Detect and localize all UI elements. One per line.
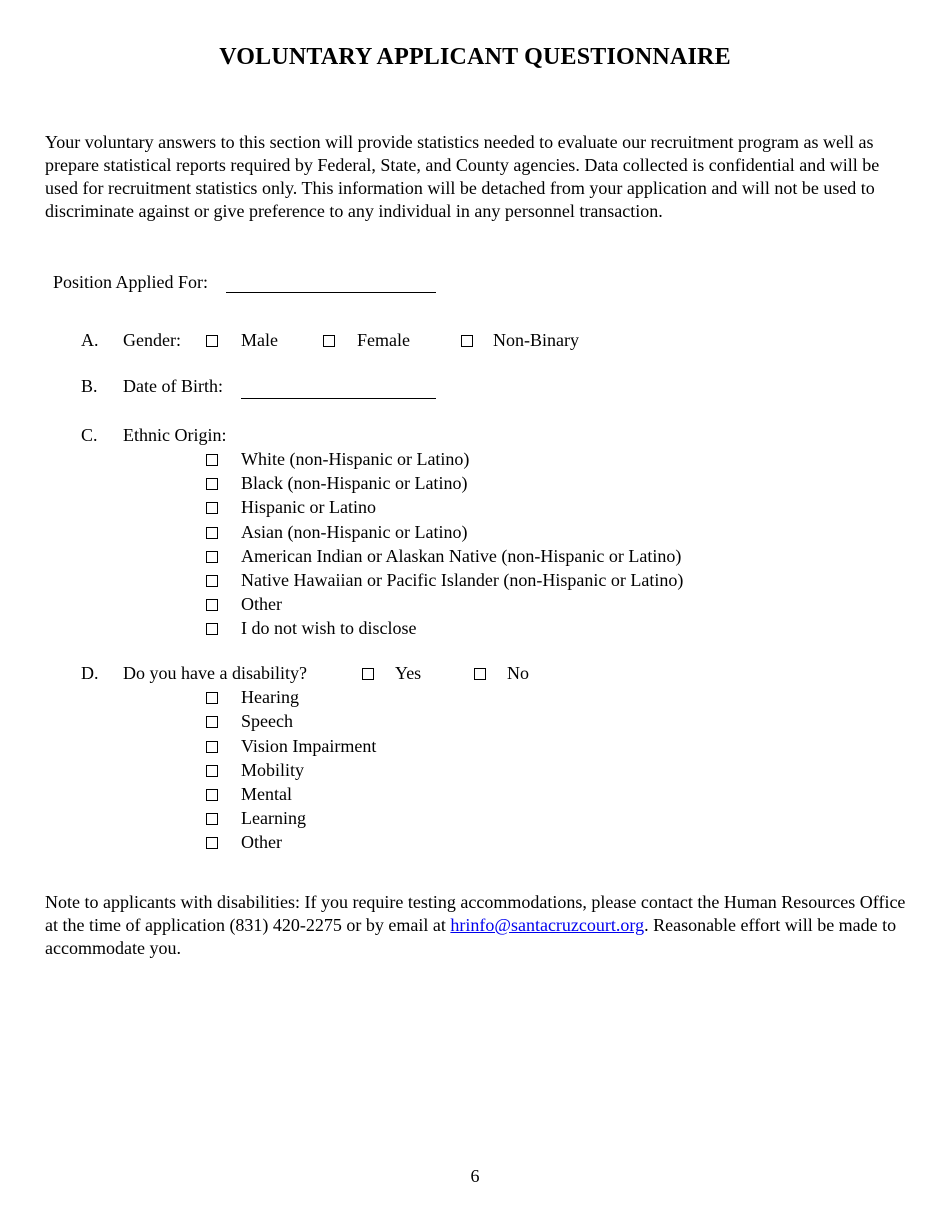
page-number: 6	[470, 1166, 480, 1186]
disability-type-label: Other	[241, 832, 282, 852]
dob-field[interactable]	[241, 375, 436, 397]
ethnic-option-label: Black (non-Hispanic or Latino)	[241, 473, 468, 493]
gender-nonbinary-checkbox[interactable]	[461, 335, 473, 347]
disability-no-label: No	[507, 663, 529, 683]
disability-hearing-checkbox[interactable]	[206, 692, 218, 704]
disability-type-label: Hearing	[241, 687, 299, 707]
ethnic-option-label: American Indian or Alaskan Native (non-Hispanic or Latino)	[241, 546, 682, 566]
dob-label: Date of Birth:	[123, 376, 223, 396]
ethnic-black-checkbox[interactable]	[206, 478, 218, 490]
ethnic-american-indian-checkbox[interactable]	[206, 551, 218, 563]
disability-vision-checkbox[interactable]	[206, 741, 218, 753]
intro-paragraph: Your voluntary answers to this section will provide statistics needed to evaluate our recruitment program as well as prepare statistical reports required by Federal, State, and County agencies. Data collected is confidential and will be used for recruitment statistics only. This information will be detached from your application and will not be used to discriminate against or give preference to any individual in any personnel transaction.	[45, 132, 880, 221]
dob-underline	[241, 398, 436, 399]
ethnic-option-label: Hispanic or Latino	[241, 497, 376, 517]
disability-learning-checkbox[interactable]	[206, 813, 218, 825]
disability-type-label: Vision Impairment	[241, 736, 377, 756]
disability-speech-checkbox[interactable]	[206, 716, 218, 728]
hr-email-link[interactable]: hrinfo@santacruzcourt.org	[450, 915, 645, 935]
gender-female-label: Female	[357, 330, 410, 350]
ethnic-option-label: Other	[241, 594, 282, 614]
gender-male-label: Male	[241, 330, 278, 350]
disability-mental-checkbox[interactable]	[206, 789, 218, 801]
disability-no-checkbox[interactable]	[474, 668, 486, 680]
position-label: Position Applied For:	[53, 272, 209, 292]
dob-letter: B.	[81, 376, 98, 396]
disability-type-label: Mental	[241, 784, 292, 804]
disability-type-label: Speech	[241, 711, 293, 731]
ethnic-native-hawaiian-checkbox[interactable]	[206, 575, 218, 587]
disability-yes-label: Yes	[395, 663, 422, 683]
disability-yes-checkbox[interactable]	[362, 668, 374, 680]
ethnic-option-label: Asian (non-Hispanic or Latino)	[241, 522, 468, 542]
disability-label: Do you have a disability?	[123, 663, 307, 683]
page-title: VOLUNTARY APPLICANT QUESTIONNAIRE	[219, 44, 731, 70]
gender-nonbinary-label: Non-Binary	[493, 330, 579, 350]
position-field[interactable]	[226, 271, 436, 293]
ethnic-hispanic-checkbox[interactable]	[206, 502, 218, 514]
ethnic-asian-checkbox[interactable]	[206, 527, 218, 539]
ethnic-letter: C.	[81, 425, 98, 445]
ethnic-option-label: White (non-Hispanic or Latino)	[241, 449, 470, 469]
ethnic-label: Ethnic Origin:	[123, 425, 227, 445]
ethnic-decline-checkbox[interactable]	[206, 623, 218, 635]
disability-note	[45, 891, 910, 960]
disability-other-checkbox[interactable]	[206, 837, 218, 849]
disability-letter: D.	[81, 663, 99, 683]
gender-male-checkbox[interactable]	[206, 335, 218, 347]
disability-type-label: Mobility	[241, 760, 305, 780]
ethnic-white-checkbox[interactable]	[206, 454, 218, 466]
disability-mobility-checkbox[interactable]	[206, 765, 218, 777]
disability-type-label: Learning	[241, 808, 306, 828]
ethnic-option-label: I do not wish to disclose	[241, 618, 417, 638]
gender-female-checkbox[interactable]	[323, 335, 335, 347]
position-underline	[226, 292, 436, 293]
ethnic-option-label: Native Hawaiian or Pacific Islander (non-Hispanic or Latino)	[241, 570, 684, 590]
gender-letter: A.	[81, 330, 99, 350]
ethnic-other-checkbox[interactable]	[206, 599, 218, 611]
note-text-after: . Reasonable effort will be made to accommodate you.	[45, 915, 897, 958]
gender-label: Gender:	[123, 330, 181, 350]
note-text-before: Note to applicants with disabilities: If you require testing accommodations, please contact the Human Resources Office at the time of application (831) 420-2275 or by email at	[45, 892, 906, 935]
